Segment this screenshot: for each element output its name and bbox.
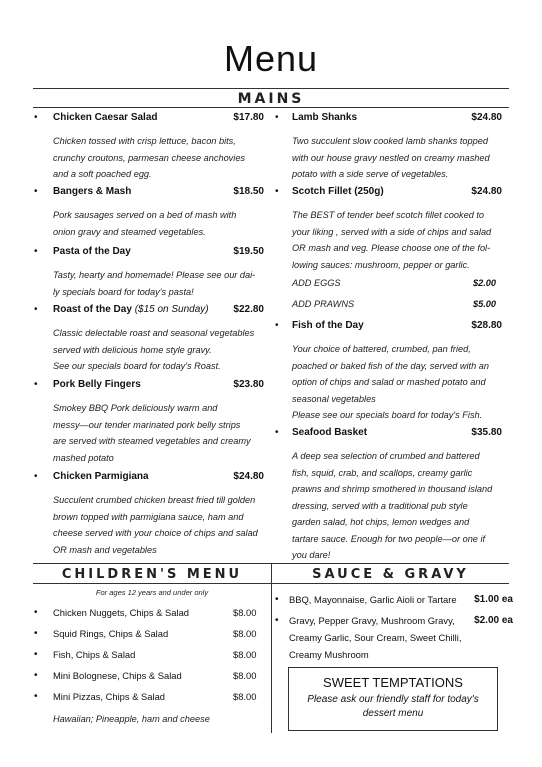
menu-item-description: Two succulent slow cooked lamb shanks topped xyxy=(292,136,488,146)
menu-item-price: $24.80 xyxy=(471,186,502,197)
bullet-icon: • xyxy=(34,649,38,660)
menu-item-description: crunchy croutons, parmesan cheese anchovies xyxy=(53,152,246,163)
bullet-icon: • xyxy=(275,112,279,123)
extra-option-label: ADD EGGS xyxy=(292,278,341,288)
bullet-icon: • xyxy=(275,594,279,605)
extra-option-price: $2.00 xyxy=(473,278,496,288)
menu-item-description: ly specials board for today's pasta! xyxy=(53,286,194,297)
menu-item-description: Smokey BBQ Pork deliciously warm and xyxy=(53,403,218,413)
bullet-icon: • xyxy=(34,112,38,123)
sweet-temptations-title: SWEET TEMPTATIONS xyxy=(323,675,463,690)
menu-item-description: potato with a side serve of vegetables. xyxy=(292,169,449,179)
menu-item-name: Fish of the Day xyxy=(292,320,364,331)
menu-item-description: brown topped with parmigiana sauce, ham and xyxy=(53,511,244,522)
menu-item-description: onion gravy and steamed vegetables. xyxy=(53,226,206,237)
sweet-temptations-text-2: dessert menu xyxy=(362,708,424,719)
bullet-icon: • xyxy=(34,379,38,390)
sauce-item-text: Creamy Garlic, Sour Cream, Sweet Chilli, xyxy=(289,632,462,643)
menu-item-description: Classic delectable roast and seasonal vegetables xyxy=(53,328,255,338)
children-menu-heading: CHILDREN'S MENU xyxy=(61,567,243,582)
bullet-icon: • xyxy=(34,691,38,702)
menu-item-description: messy—our tender marinated pork belly strips xyxy=(53,419,241,430)
menu-item-name: Chicken Parmigiana xyxy=(53,471,149,482)
menu-item-name: Pork Belly Fingers xyxy=(53,379,141,390)
children-heading-rule xyxy=(33,583,271,584)
sauce-heading-rule xyxy=(272,583,509,584)
menu-item-description: lowing sauces: mushroom, pepper or garlic. xyxy=(292,259,470,270)
menu-item-price: $19.50 xyxy=(233,246,264,257)
sauce-item-text: Gravy, Pepper Gravy, Mushroom Gravy, xyxy=(289,615,455,626)
menu-item-price: $24.80 xyxy=(233,471,264,482)
menu-item-name: Seafood Basket xyxy=(292,427,368,438)
menu-item-note: ($15 on Sunday) xyxy=(134,304,209,315)
menu-item-description: seasonal vegetables xyxy=(292,393,376,404)
menu-item-description: The BEST of tender beef scotch fillet cooked to xyxy=(292,210,485,220)
mains-heading: MAINS xyxy=(237,91,305,107)
menu-item-description: option of chips and salad or mashed potato and xyxy=(292,377,486,387)
bullet-icon: • xyxy=(34,186,38,197)
menu-item-description: See our specials board for today's Roast. xyxy=(53,361,221,371)
bullet-icon: • xyxy=(34,246,38,257)
menu-item-name: Bangers & Mash xyxy=(53,186,132,197)
menu-item-description: served with delicious home style gravy. xyxy=(53,344,212,355)
menu-item-description: dressing, served with a traditional pub style xyxy=(292,500,468,511)
menu-item-description: garden salad, hot chips, lemon wedges and xyxy=(292,517,470,527)
menu-item-description: cheese served with your choice of chips and salad xyxy=(53,528,258,538)
menu-item-description: are served with steamed vegetables and creamy xyxy=(53,436,251,446)
menu-item-description: tartare sauce. Enough for two people—or one if xyxy=(292,533,486,544)
menu-title: Menu xyxy=(223,38,319,79)
menu-item-price: $28.80 xyxy=(471,320,502,331)
menu-item-price: $17.80 xyxy=(233,112,264,123)
menu-item-description: Your choice of battered, crumbed, pan fried, xyxy=(292,344,471,354)
menu-item-name-row xyxy=(53,304,209,315)
menu-item-description: fish, squid, crab, and scallops, creamy garlic xyxy=(292,467,473,478)
children-item-price: $8.00 xyxy=(233,670,257,681)
menu-item-description: OR mash and vegetables xyxy=(53,544,157,555)
menu-item-description: Please see our specials board for today's Fish. xyxy=(292,410,483,420)
bullet-icon: • xyxy=(275,427,279,438)
children-age-note: For ages 12 years and under only xyxy=(95,588,209,597)
menu-item-description: prawns and shrimp smothered in thousand island xyxy=(292,484,493,494)
menu-item-description: your liking , served with a side of chips and salad xyxy=(292,226,492,237)
sauce-gravy-heading: SAUCE & GRAVY xyxy=(312,567,469,582)
children-item-name: Mini Bolognese, Chips & Salad xyxy=(53,670,182,681)
children-item-name: Chicken Nuggets, Chips & Salad xyxy=(53,607,190,618)
bullet-icon: • xyxy=(34,304,38,315)
sweet-temptations-text-1: Please ask our friendly staff for today's xyxy=(307,694,479,705)
menu-item-name: Lamb Shanks xyxy=(292,112,358,123)
menu-item-description: mashed potato xyxy=(53,452,114,463)
sauce-item-text: Creamy Mushroom xyxy=(289,649,369,660)
menu-item-name: Pasta of the Day xyxy=(53,246,131,257)
menu-item-price: $24.80 xyxy=(471,112,502,123)
children-item-name: Fish, Chips & Salad xyxy=(53,649,136,660)
children-item-price: $8.00 xyxy=(233,691,257,702)
menu-item-price: $23.80 xyxy=(233,379,264,390)
menu-item-description: Chicken tossed with crisp lettuce, bacon bits, xyxy=(53,136,236,146)
menu-item-description: Succulent crumbed chicken breast fried till golden xyxy=(53,495,256,505)
bullet-icon: • xyxy=(275,615,279,626)
mains-bottom-rule xyxy=(33,107,509,108)
menu-item-price: $35.80 xyxy=(471,427,502,438)
menu-item-description: OR mash and veg. Please choose one of the fol- xyxy=(292,243,491,253)
menu-item-description: poached or baked fish of the day, served with an xyxy=(292,360,489,371)
menu-item-price: $22.80 xyxy=(233,304,264,315)
menu-item-description: Tasty, hearty and homemade! Please see our dai- xyxy=(53,270,256,280)
children-item-name: Mini Pizzas, Chips & Salad xyxy=(53,691,166,702)
menu-item-description: and a soft poached egg. xyxy=(53,169,152,179)
menu-item-name: Roast of the Day xyxy=(53,304,132,315)
sauce-item-price: $1.00 ea xyxy=(474,594,513,605)
mains-top-rule xyxy=(33,88,509,89)
menu-item-name: Chicken Caesar Salad xyxy=(53,112,158,123)
menu-item-description: with our house gravy nestled on creamy mashed xyxy=(292,152,490,163)
bullet-icon: • xyxy=(34,471,38,482)
sauce-item-price: $2.00 ea xyxy=(474,615,513,626)
menu-item-name: Scotch Fillet (250g) xyxy=(292,186,384,197)
bullet-icon: • xyxy=(34,607,38,618)
sauce-item-text: BBQ, Mayonnaise, Garlic Aioli or Tartare xyxy=(289,594,457,605)
menu-item-price: $18.50 xyxy=(233,186,264,197)
bullet-icon: • xyxy=(275,186,279,197)
children-item-name: Squid Rings, Chips & Salad xyxy=(53,628,169,639)
menu-item-description: Pork sausages served on a bed of mash with xyxy=(53,210,237,220)
bullet-icon: • xyxy=(34,628,38,639)
extra-option-label: ADD PRAWNS xyxy=(292,299,355,309)
menu-item-description: A deep sea selection of crumbed and battered xyxy=(292,451,480,461)
column-divider xyxy=(271,563,272,733)
children-item-price: $8.00 xyxy=(233,607,257,618)
children-item-price: $8.00 xyxy=(233,628,257,639)
menu-item-description: you dare! xyxy=(292,550,331,560)
children-item-price: $8.00 xyxy=(233,649,257,660)
bullet-icon: • xyxy=(34,670,38,681)
bullet-icon: • xyxy=(275,320,279,331)
sweet-temptations-box xyxy=(288,667,498,731)
children-footnote: Hawaiian; Pineapple, ham and cheese xyxy=(53,714,210,724)
extra-option-price: $5.00 xyxy=(473,299,496,309)
